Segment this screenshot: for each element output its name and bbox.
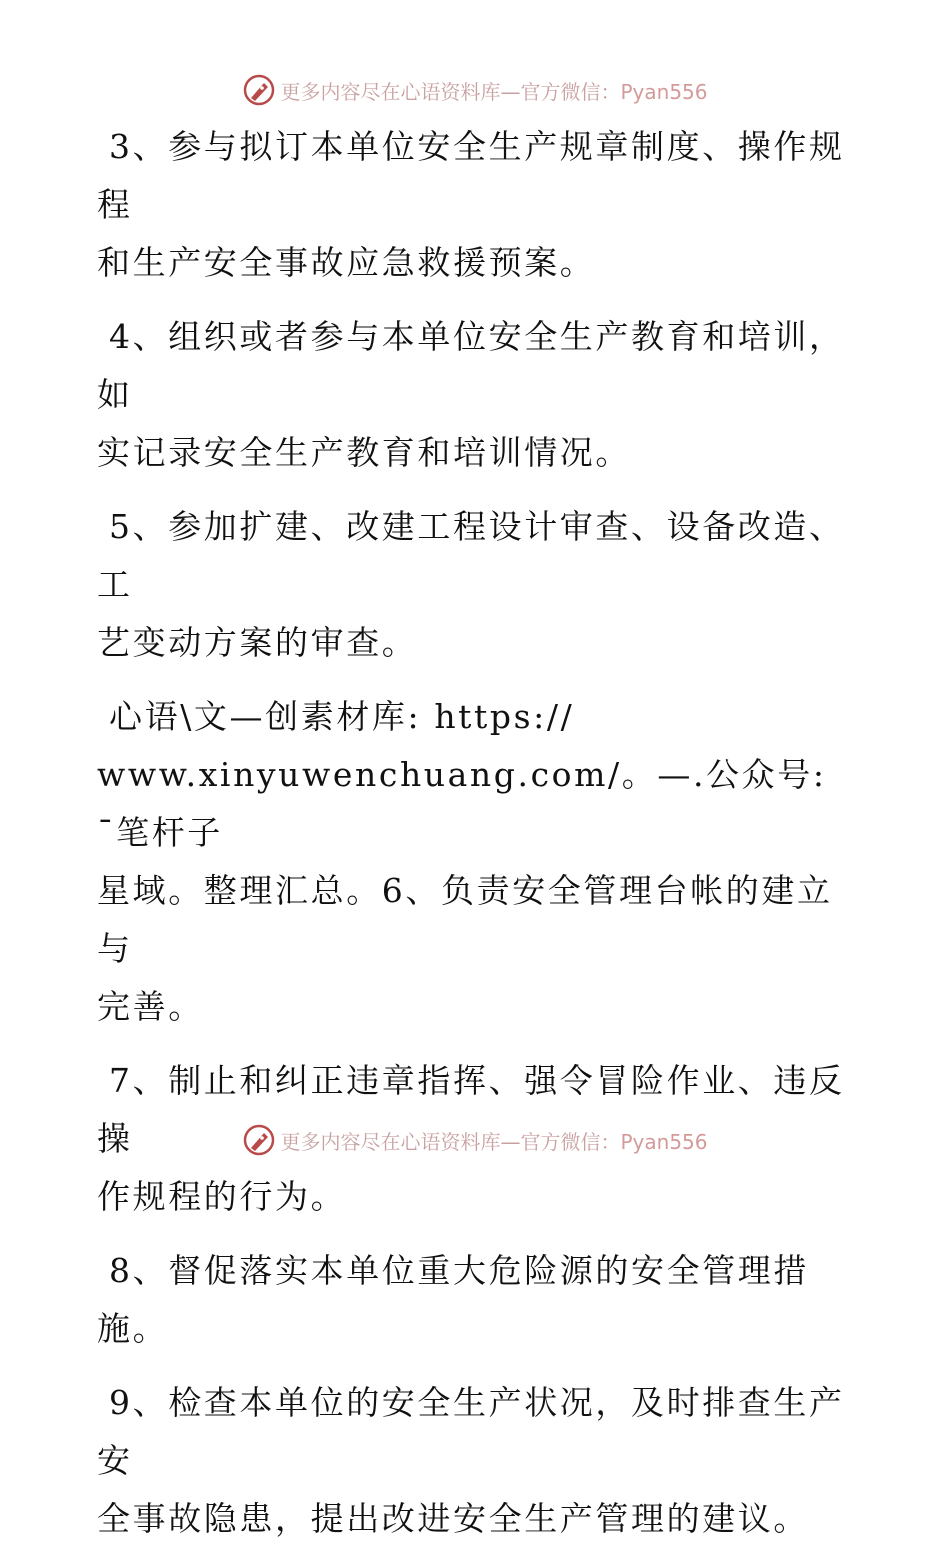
paragraph-line: 作规程的行为。: [97, 1177, 347, 1216]
footer-wechat-id: Pyan556: [620, 1129, 708, 1154]
paragraph-line: 实记录安全生产教育和培训情况。: [97, 433, 631, 472]
paragraph-line: 心语\文—创素材库: https://: [109, 697, 575, 736]
paragraph-9: [97, 1374, 847, 1548]
paragraph-5: [97, 498, 847, 672]
paragraph-line: www.xinyuwenchuang.com/。—.公众号: ¯笔杆子: [97, 755, 840, 852]
paragraph-line: 9、检查本单位的安全生产状况，及时排查生产安: [97, 1383, 845, 1480]
paragraph-8: [97, 1242, 847, 1358]
paragraph-line: 3、参与拟订本单位安全生产规章制度、操作规程: [97, 127, 845, 224]
footer-separator: —: [500, 1129, 521, 1154]
header-brand-text: 更多内容尽在心语资料库: [280, 79, 501, 104]
document-body: [97, 118, 847, 1564]
header-wechat-label: 官方微信：: [520, 79, 621, 104]
paragraph-3: [97, 118, 847, 292]
paragraph-line: 和生产安全事故应急救援预案。: [97, 243, 596, 282]
header-text: [280, 76, 707, 105]
header-banner: [0, 70, 950, 110]
header-wechat-id: Pyan556: [620, 79, 708, 104]
footer-wechat-label: 官方微信：: [520, 1129, 621, 1154]
pen-nib-logo-icon: [242, 1123, 276, 1157]
paragraph-line: 8、督促落实本单位重大危险源的安全管理措施。: [97, 1251, 809, 1348]
header-separator: —: [500, 79, 521, 104]
footer-banner: [0, 1120, 950, 1160]
footer-text: [280, 1126, 707, 1155]
paragraph-line: 4、组织或者参与本单位安全生产教育和培训，如: [97, 317, 845, 414]
paragraph-6: [97, 688, 847, 1036]
paragraph-line: 星域。整理汇总。6、负责安全管理台帐的建立与: [97, 871, 833, 968]
footer-brand-text: 更多内容尽在心语资料库: [280, 1129, 501, 1154]
paragraph-line: 5、参加扩建、改建工程设计审查、设备改造、工: [97, 507, 845, 604]
paragraph-line: 全事故隐患，提出改进安全生产管理的建议。: [97, 1499, 809, 1538]
paragraph-line: 7、制止和纠正违章指挥、强令冒险作业、违反操: [97, 1061, 845, 1158]
paragraph-4: [97, 308, 847, 482]
paragraph-line: 艺变动方案的审查。: [97, 623, 418, 662]
pen-nib-logo-icon: [242, 73, 276, 107]
paragraph-line: 完善。: [97, 987, 204, 1026]
